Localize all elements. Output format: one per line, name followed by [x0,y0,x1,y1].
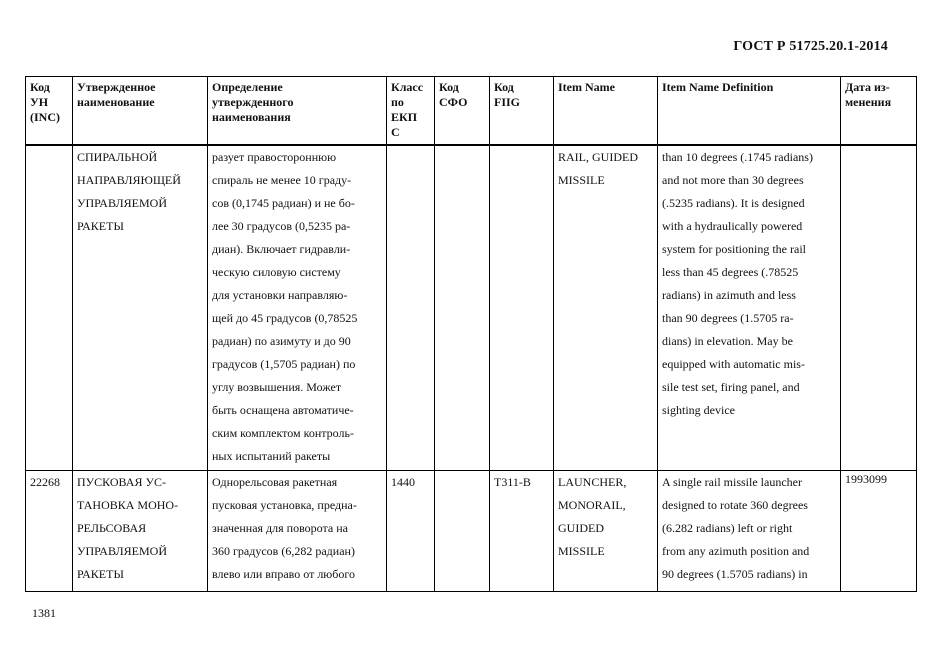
cell-line: ных испытаний ракеты [212,449,331,463]
cell-line: (INC) [30,110,60,124]
cell-line: than 90 degrees (1.5705 ra- [662,311,794,325]
cell-line: from any azimuth position and [662,544,810,558]
cell-line: with a hydraulically powered [662,219,803,233]
cell-line: radians) in azimuth and less [662,288,796,302]
cell-line: Дата из- [845,80,890,94]
cell-line: диан). Включает гидравли- [212,242,351,256]
col-item-name-header [554,77,658,146]
document-standard-code: ГОСТ Р 51725.20.1-2014 [733,39,888,54]
item-name-cell [554,145,658,471]
cell-line: лее 30 градусов (0,5235 ра- [212,219,351,233]
cell-line: Утвержденное [77,80,156,94]
cell-line: ТАНОВКА МОНО- [77,498,179,512]
change-date-cell: 1993099 [841,471,917,592]
col-change-date-header [841,77,917,146]
cell-line: than 10 degrees (.1745 radians) [662,150,813,164]
cell-line: градусов (1,5705 радиан) по [212,357,356,371]
cell-line: GUIDED [558,521,604,535]
cell-line: щей до 45 градусов (0,78525 [212,311,358,325]
item-name-definition-cell [658,471,841,592]
cell-line: (.5235 radians). It is designed [662,196,805,210]
cell-line: влево или вправо от любого [212,567,356,581]
cell-line: СПИРАЛЬНОЙ [77,150,158,164]
cell-line: радиан) по азимуту и до 90 [212,334,351,348]
cell-line: ПУСКОВАЯ УС- [77,475,166,489]
col-fiig-code-header [490,77,554,146]
fiig-cell: T311-B [490,471,554,592]
nomenclature-table [25,76,917,592]
cell-line: 360 градусов (6,282 радиан) [212,544,355,558]
code-cell: 22268 [26,471,73,592]
fiig-cell [490,145,554,471]
col-definition-header [208,77,387,146]
cell-line: and not more than 30 degrees [662,173,804,187]
cell-line: Код [439,80,459,94]
cell-line: FIIG [494,95,521,109]
cell-line: наименования [212,110,291,124]
sfo-cell [435,145,490,471]
cell-line: спираль не менее 10 граду- [212,173,352,187]
cell-line: less than 45 degrees (.78525 [662,265,799,279]
cell-line: ЕКП [391,110,418,124]
cell-line: наименование [77,95,155,109]
cell-line: РАКЕТЫ [77,567,124,581]
cell-line: С [391,125,400,139]
col-approved-name-header [73,77,208,146]
cell-line: быть оснащена автоматиче- [212,403,354,417]
cell-line: по [391,95,404,109]
col-code-inc-header [26,77,73,146]
cell-line: РАКЕТЫ [77,219,124,233]
cell-line: LAUNCHER, [558,475,627,489]
table-header-row [26,77,917,146]
cell-line: Однорельсовая ракетная [212,475,338,489]
table-row [26,145,917,471]
cell-line: для установки направляю- [212,288,348,302]
cell-line: MONORAIL, [558,498,626,512]
approved-name-cell [73,471,208,592]
definition-cell [208,471,387,592]
cell-line: углу возвышения. Может [212,380,342,394]
col-sfo-code-header [435,77,490,146]
definition-cell [208,145,387,471]
cell-line: значенная для поворота на [212,521,348,535]
col-item-name-definition-header [658,77,841,146]
class-cell [387,145,435,471]
class-cell: 1440 [387,471,435,592]
cell-line: НАПРАВЛЯЮЩЕЙ [77,173,181,187]
col-class-header [387,77,435,146]
sfo-cell [435,471,490,592]
code-cell [26,145,73,471]
change-date-cell [841,145,917,471]
cell-line: Определение [212,80,283,94]
cell-line: sighting device [662,403,735,417]
cell-line: пусковая установка, предна- [212,498,357,512]
cell-line: equipped with automatic mis- [662,357,805,371]
cell-line: разует правостороннюю [212,150,337,164]
cell-line: system for positioning the rail [662,242,806,256]
cell-line: A single rail missile launcher [662,475,802,489]
cell-line: sile test set, firing panel, and [662,380,800,394]
cell-line: УПРАВЛЯЕМОЙ [77,544,167,558]
cell-line: ческую силовую систему [212,265,341,279]
cell-line: СФО [439,95,468,109]
cell-line: Item Name Definition [662,80,774,94]
cell-line: РЕЛЬСОВАЯ [77,521,147,535]
table-row [26,471,917,592]
cell-line: сов (0,1745 радиан) и не бо- [212,196,355,210]
cell-line: ским комплектом контроль- [212,426,354,440]
cell-line: Item Name [558,80,615,94]
cell-line: (6.282 radians) left or right [662,521,793,535]
cell-line: RAIL, GUIDED [558,150,638,164]
cell-line: Код [494,80,514,94]
cell-line: УН [30,95,49,109]
cell-line: 90 degrees (1.5705 radians) in [662,567,808,581]
item-name-cell [554,471,658,592]
cell-line: Код [30,80,50,94]
cell-line: менения [845,95,892,109]
cell-line: MISSILE [558,544,605,558]
cell-line: УПРАВЛЯЕМОЙ [77,196,167,210]
approved-name-cell [73,145,208,471]
cell-line: designed to rotate 360 degrees [662,498,808,512]
cell-line: MISSILE [558,173,605,187]
page-number: 1381 [32,606,56,620]
cell-line: утвержденного [212,95,294,109]
cell-line: Класс [391,80,424,94]
cell-line: dians) in elevation. May be [662,334,793,348]
item-name-definition-cell [658,145,841,471]
